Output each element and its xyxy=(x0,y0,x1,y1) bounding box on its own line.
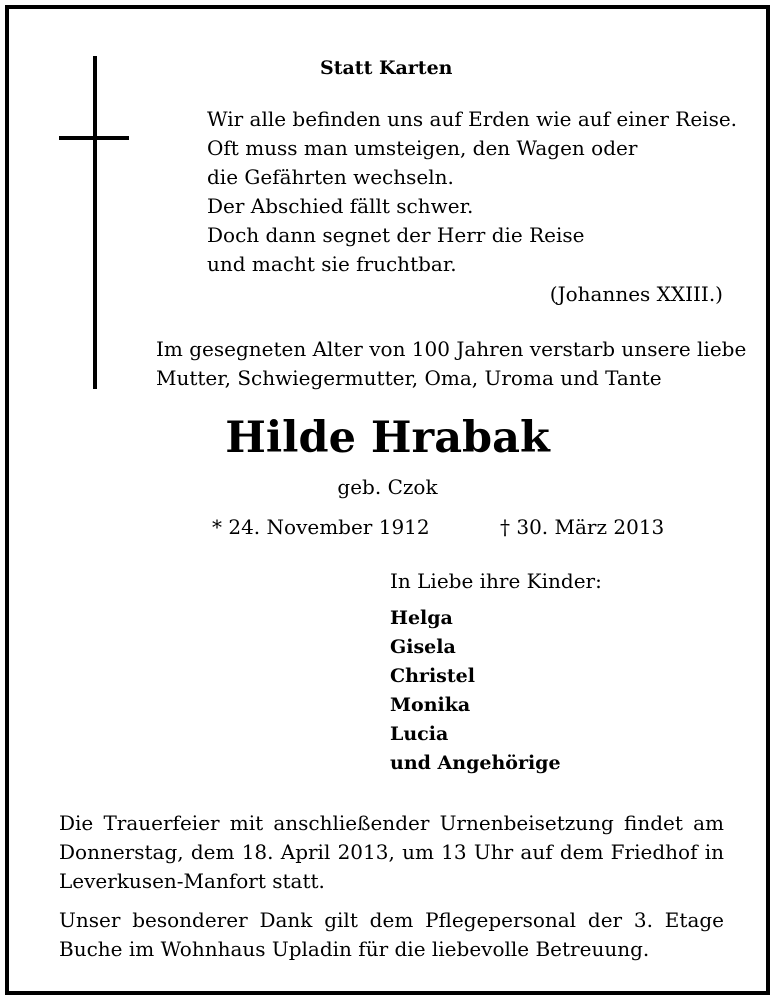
poem-line: die Gefährten wechseln. xyxy=(207,165,454,189)
mourners-intro: In Liebe ihre Kinder: xyxy=(390,569,602,593)
list-item: Lucia xyxy=(390,723,449,745)
poem-source: (Johannes XXIII.) xyxy=(549,282,723,306)
header-statt-karten: Statt Karten xyxy=(320,57,453,79)
list-item: Helga xyxy=(390,607,453,629)
death-announcement xyxy=(156,335,746,393)
service-info: Die Trauerfeier mit anschließender Urnenbeisetzung findet am Donnerstag, dem 18. April 2013, um 13 Uhr auf dem Friedhof in Leverkusen-Manfort statt. xyxy=(59,811,724,893)
death-date: † 30. März 2013 xyxy=(500,515,665,539)
poem-line: Doch dann segnet der Herr die Reise xyxy=(207,223,585,247)
list-item: Christel xyxy=(390,665,475,687)
poem-line: und macht sie fruchtbar. xyxy=(207,252,457,276)
birth-date: * 24. November 1912 xyxy=(212,515,430,539)
cross-icon xyxy=(93,56,97,389)
poem xyxy=(207,105,737,279)
deceased-name: Hilde Hrabak xyxy=(225,413,550,463)
list-item: Monika xyxy=(390,694,471,716)
cross-icon-bar xyxy=(59,136,129,140)
poem-line: Wir alle befinden uns auf Erden wie auf einer Reise. xyxy=(207,107,738,131)
mourners-list xyxy=(390,604,561,778)
thanks-note: Unser besonderer Dank gilt dem Pflegepersonal der 3. Etage Buche im Wohnhaus Upladin für die liebevolle Betreuung. xyxy=(59,908,724,961)
list-item: Gisela xyxy=(390,636,456,658)
poem-line: Der Abschied fällt schwer. xyxy=(207,194,474,218)
birth-name: geb. Czok xyxy=(337,475,438,499)
announcement-line: Im gesegneten Alter von 100 Jahren verstarb unsere liebe xyxy=(156,337,747,361)
obituary-notice xyxy=(5,5,770,995)
poem-line: Oft muss man umsteigen, den Wagen oder xyxy=(207,136,638,160)
list-item: und Angehörige xyxy=(390,752,561,774)
announcement-line: Mutter, Schwiegermutter, Oma, Uroma und Tante xyxy=(156,366,662,390)
